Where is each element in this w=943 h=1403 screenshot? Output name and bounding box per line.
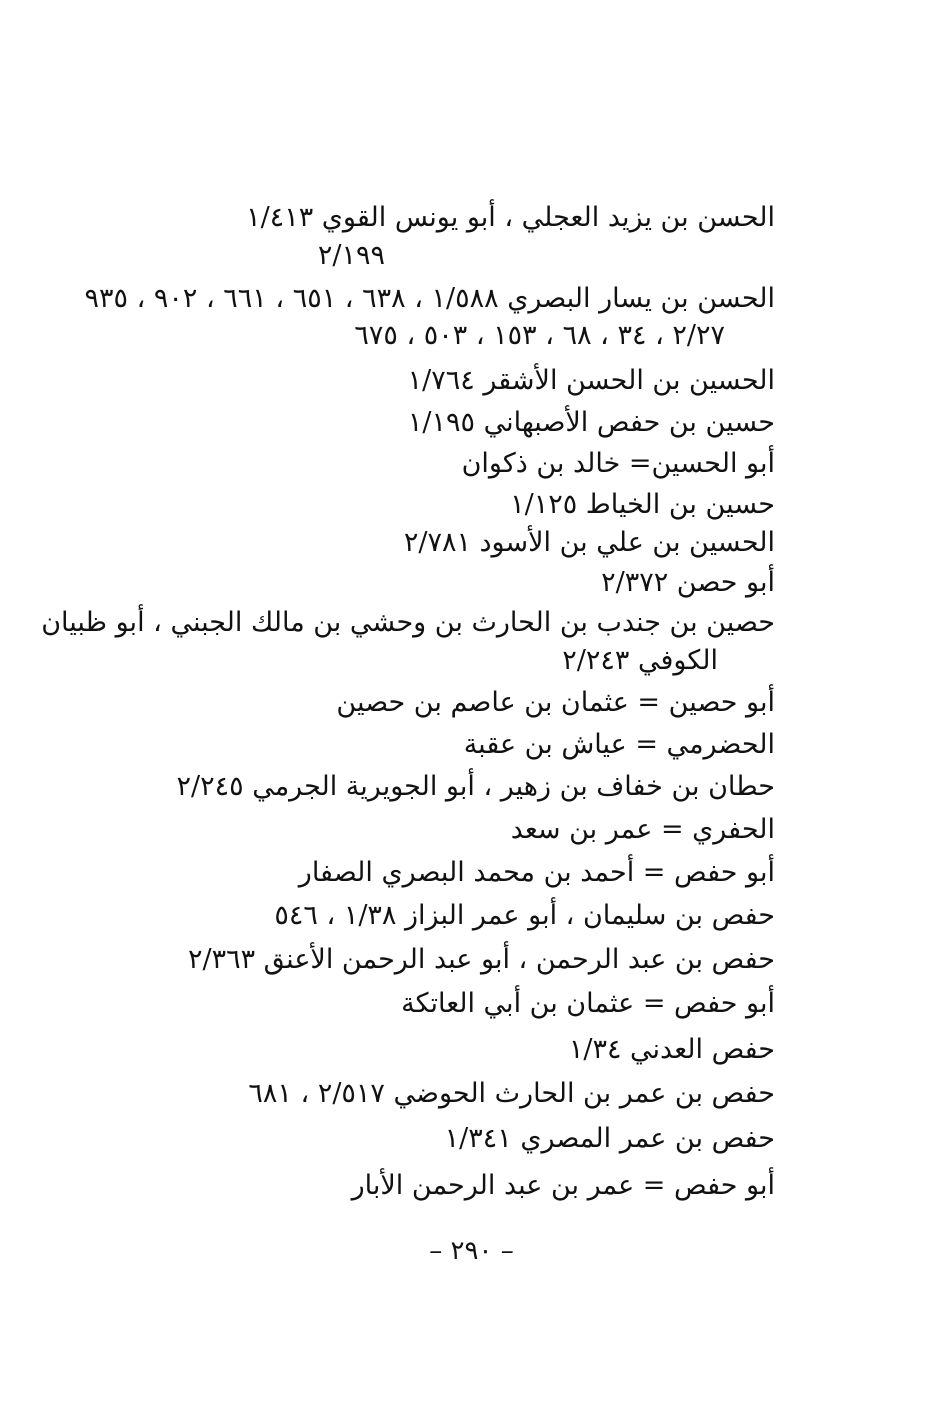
index-entry: أبو حصن ٢/٣٧٢ [601, 567, 775, 598]
index-entry-continuation: ٢/١٩٩ [317, 240, 385, 271]
index-entry: حفص بن عمر المصري ١/٣٤١ [444, 1123, 775, 1154]
page-number: – ٢٩٠ – [429, 1236, 514, 1266]
index-entry: الحسن بن يسار البصري ١/٥٨٨ ، ٦٣٨ ، ٦٥١ ، ٦٦١ ، ٩٠٢ ، ٩٣٥ [84, 283, 775, 314]
index-entry: الحفري = عمر بن سعد [510, 814, 775, 845]
index-entry: حسين بن حفص الأصبهاني ١/١٩٥ [407, 407, 775, 438]
index-entry: حفص بن عمر بن الحارث الحوضي ٢/٥١٧ ، ٦٨١ [248, 1078, 775, 1109]
index-entry: أبو حصين = عثمان بن عاصم بن حصين [336, 687, 775, 718]
index-entry: الحسين بن الحسن الأشقر ١/٧٦٤ [407, 365, 775, 396]
index-entry: حفص العدني ١/٣٤ [568, 1034, 775, 1065]
index-entry: أبو حفص = أحمد بن محمد البصري الصفار [298, 857, 775, 888]
index-entry: حصين بن جندب بن الحارث بن وحشي بن مالك الجبني ، أبو ظبيان [41, 607, 775, 638]
index-entry-continuation: ٢/٢٧ ، ٣٤ ، ٦٨ ، ١٥٣ ، ٥٠٣ ، ٦٧٥ [354, 320, 725, 351]
index-entry: الحضرمي = عياش بن عقبة [463, 729, 775, 760]
index-entry: الحسن بن يزيد العجلي ، أبو يونس القوي ١/٤١٣ [246, 202, 775, 233]
index-entry: أبو حفص = عثمان بن أبي العاتكة [401, 988, 775, 1019]
index-entry: الحسين بن علي بن الأسود ٢/٧٨١ [403, 527, 775, 558]
index-entry: أبو الحسين= خالد بن ذكوان [461, 448, 775, 479]
index-entry: حسين بن الخياط ١/١٢٥ [510, 489, 775, 520]
index-entry: حفص بن عبد الرحمن ، أبو عبد الرحمن الأعنق ٢/٣٦٣ [187, 944, 775, 975]
page-number-footer [0, 1236, 943, 1266]
index-entry: حطان بن خفاف بن زهير ، أبو الجويرية الجرمي ٢/٢٤٥ [176, 771, 775, 802]
index-entry: حفص بن سليمان ، أبو عمر البزاز ١/٣٨ ، ٥٤٦ [274, 900, 775, 931]
index-entry: أبو حفص = عمر بن عبد الرحمن الأبار [351, 1170, 775, 1201]
index-entry-continuation: الكوفي ٢/٢٤٣ [562, 645, 718, 676]
